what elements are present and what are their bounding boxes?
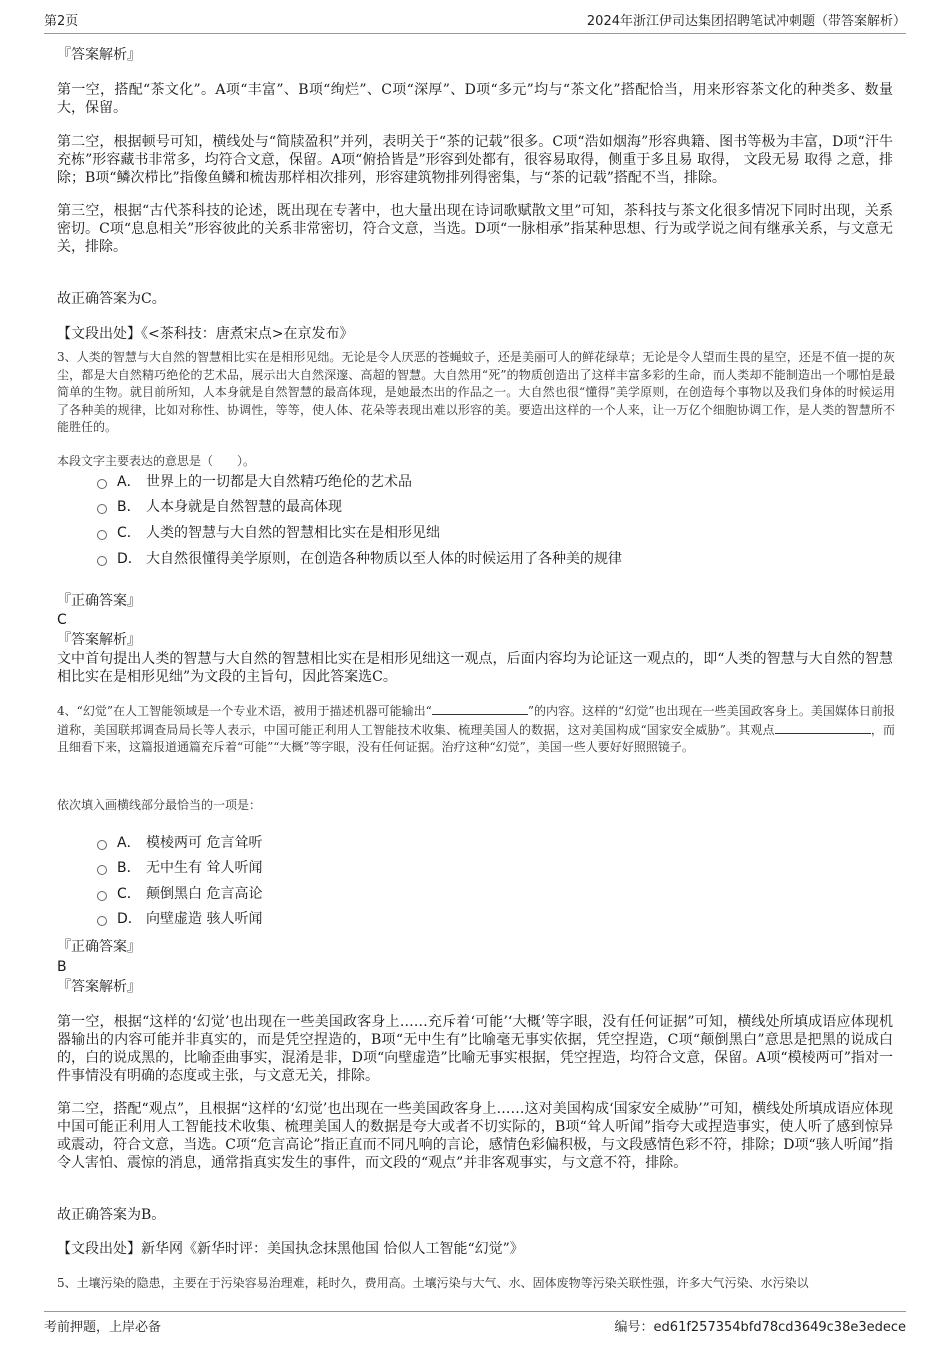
q3-stem: 3、人类的智慧与大自然的智慧相比实在是相形见绌。无论是令人厌恶的苍蝇蚊子，还是美丽可人的鲜花绿草；无论是令人望而生畏的星空，还是不值一提的灰尘，都是大自然精巧绝伦的艺术品，展示出大自然深邃、高超的智慧。大自然用“死”的物质创造出了这样丰富多彩的生命，而人类却不能制造出一个哪怕是最简单的生物。就目前所知，人本身就是自然智慧的最高体现，是她最杰出的作品之一。大自然也很“懂得”美学原则，在创造每个事物以及我们身体的时候运用了各种美的规律，比如对称性、协调性，等等，使人体、花朵等表现出难以形容的美。要造出这样的一个人来，让一万亿个细胞协调工作，是人类的智慧所不能胜任的。 <box>57 350 895 434</box>
option-letter: D． <box>117 911 142 927</box>
q2-analysis-p3: 第三空，根据“古代茶科技的论述，既出现在专著中，也大量出现在诗词歌赋散文里”可知，茶科技与茶文化很多情况下同时出现，关系密切。C项“息息相关”形容彼此的关系非常密切，符合文意，当选。D项“一脉相承”指某种思想、行为或学说之间有继承关系，与文意无关，排除。 <box>57 203 893 255</box>
option-text: 大自然很懂得美学原则，在创造各种物质以至人体的时候运用了各种美的规律 <box>146 551 622 567</box>
q4-answer-label: 『正确答案』 <box>57 939 141 955</box>
q4-answer: B <box>57 959 67 975</box>
q3-answer: C <box>57 612 67 628</box>
radio-icon[interactable] <box>97 556 107 566</box>
q4-question: 依次填入画横线部分最恰当的一项是： <box>57 798 262 812</box>
header-divider <box>44 33 906 34</box>
q4-stem-part-b: ”的内容。这样的“幻觉”也出现在一些美国政客身上。美国媒体日前报道称，美国联邦调查局局长等人表示，中国可能正利用人工智能技术收集、梳理美国人的数据，这对美国构成“国家安全威胁”。其观点 <box>57 704 895 737</box>
q2-analysis-p1: 第一空，搭配“茶文化”。A项“丰富”、B项“绚烂”、C项“深厚”、D项“多元”均与“茶文化”搭配恰当，用来形容茶文化的种类多、数量大，保留。 <box>57 82 893 116</box>
q4-conclusion: 故正确答案为B。 <box>57 1207 166 1223</box>
option-letter: A． <box>117 835 141 851</box>
q3-analysis: 文中首句提出人类的智慧与大自然的智慧相比实在是相形见绌这一观点，后面内容均为论证这一观点的，即“人类的智慧与大自然的智慧相比实在是相形见绌”为文段的主旨句，因此答案选C。 <box>57 651 893 685</box>
radio-icon[interactable] <box>97 891 107 901</box>
option-text: 人类的智慧与大自然的智慧相比实在是相形见绌 <box>146 525 440 541</box>
blank-line <box>775 721 871 734</box>
q4-analysis-p2: 第二空，搭配“观点”，且根据“这样的‘幻觉’也出现在一些美国政客身上……这对美国构成‘国家安全威胁’”可知，横线处所填成语应体现中国可能正利用人工智能技术收集、梳理美国人的数据是夸大或者不切实际的，B项“耸人听闻”指夸大或捏造事实，使人听了感到惊异或震动，符合文意，当选。C项“危言高论”指正直而不同凡响的言论，感情色彩偏积极，与文段感情色彩不符，排除；D项“骇人听闻”指令人害怕、震惊的消息，通常指真实发生的事件，而文段的“观点”并非客观事实，与文意不符，排除。 <box>57 1101 893 1171</box>
q2-source: 【文段出处】《<茶科技：唐煮宋点>在京发布》 <box>57 326 354 342</box>
q4-option-a[interactable] <box>97 834 262 852</box>
option-letter: C． <box>117 525 141 541</box>
q4-analysis-p1: 第一空，根据“这样的‘幻觉’也出现在一些美国政客身上……充斥着‘可能’‘大概’等字眼，没有任何证据”可知，横线处所填成语应体现机器输出的内容可能并非真实的，而是凭空捏造的，B项“无中生有”比喻毫无事实依据，凭空捏造，C项“颠倒黑白”意思是把黑的说成白的，白的说成黑的，比喻歪曲事实，混淆是非，D项“向壁虚造”比喻无事实根据，凭空捏造，均符合文意，保留。A项“模棱两可”指对一件事情没有明确的态度或主张，与文意无关，排除。 <box>57 1014 893 1084</box>
footer-code: 编号：ed61f257354bfd78cd3649c38e3edece <box>614 1320 906 1335</box>
q4-source: 【文段出处】新华网《新华时评：美国执念抹黑他国 恰似人工智能“幻觉”》 <box>57 1241 524 1257</box>
q3-option-d[interactable] <box>97 550 622 568</box>
radio-icon[interactable] <box>97 916 107 926</box>
footer-slogan: 考前押题，上岸必备 <box>44 1320 162 1335</box>
q3-option-b[interactable] <box>97 498 342 516</box>
radio-icon[interactable] <box>97 840 107 850</box>
option-text: 人本身就是自然智慧的最高体现 <box>146 499 342 515</box>
option-text: 颠倒黑白 危言高论 <box>146 886 263 902</box>
page-number: 第2页 <box>44 14 79 29</box>
q2-conclusion: 故正确答案为C。 <box>57 291 166 307</box>
q3-analysis-label: 『答案解析』 <box>57 632 141 648</box>
q4-stem <box>57 702 895 757</box>
q3-option-c[interactable] <box>97 524 440 542</box>
q4-option-b[interactable] <box>97 859 262 877</box>
option-letter: C． <box>117 886 141 902</box>
q4-analysis-label: 『答案解析』 <box>57 979 141 995</box>
option-letter: B． <box>117 860 141 876</box>
option-text: 向壁虚造 骇人听闻 <box>146 911 263 927</box>
q3-option-a[interactable] <box>97 473 412 491</box>
option-text: 世界上的一切都是大自然精巧绝伦的艺术品 <box>146 474 412 490</box>
q4-stem-part-c: ，而且细看下来，这篇报道通篇充斥着“可能”“大概”等字眼，没有任何证据。治疗这种“幻觉”，美国一些人要好好照照镜子。 <box>57 722 895 754</box>
document-title: 2024年浙江伊司达集团招聘笔试冲刺题（带答案解析） <box>586 14 906 29</box>
option-letter: D． <box>117 551 142 567</box>
footer-divider <box>44 1311 906 1312</box>
q3-question: 本段文字主要表达的意思是（ ）。 <box>57 454 256 468</box>
option-text: 模棱两可 危言耸听 <box>146 835 263 851</box>
q3-answer-label: 『正确答案』 <box>57 593 141 609</box>
q5-stem: 5、土壤污染的隐患，主要在于污染容易治理难，耗时久，费用高。土壤污染与大气、水、固体废物等污染关联性强，许多大气污染、水污染以 <box>57 1276 809 1290</box>
radio-icon[interactable] <box>97 479 107 489</box>
blank-line <box>432 702 528 715</box>
q2-analysis-p2: 第二空，根据顿号可知，横线处与“简牍盈积”并列，表明关于“茶的记载”很多。C项“浩如烟海”形容典籍、图书等极为丰富，D项“汗牛充栋”形容藏书非常多，均符合文意，保留。A项“俯拾皆是”形容到处都有，很容易取得，侧重于多且易 取得， 文段无易 取得 之意，排除；B项“鳞次栉比”指像鱼鳞和梳齿那样相次排列，形容建筑物排列得密集，与“茶的记载”搭配不当，排除。 <box>57 134 893 186</box>
radio-icon[interactable] <box>97 530 107 540</box>
q4-stem-part-a: 4、“幻觉”在人工智能领域是一个专业术语，被用于描述机器可能输出“ <box>57 704 432 718</box>
option-letter: B． <box>117 499 141 515</box>
option-letter: A． <box>117 474 141 490</box>
radio-icon[interactable] <box>97 504 107 514</box>
radio-icon[interactable] <box>97 865 107 875</box>
option-text: 无中生有 耸人听闻 <box>146 860 263 876</box>
q4-option-d[interactable] <box>97 910 262 928</box>
q4-option-c[interactable] <box>97 885 262 903</box>
q2-analysis-label: 『答案解析』 <box>57 47 141 63</box>
